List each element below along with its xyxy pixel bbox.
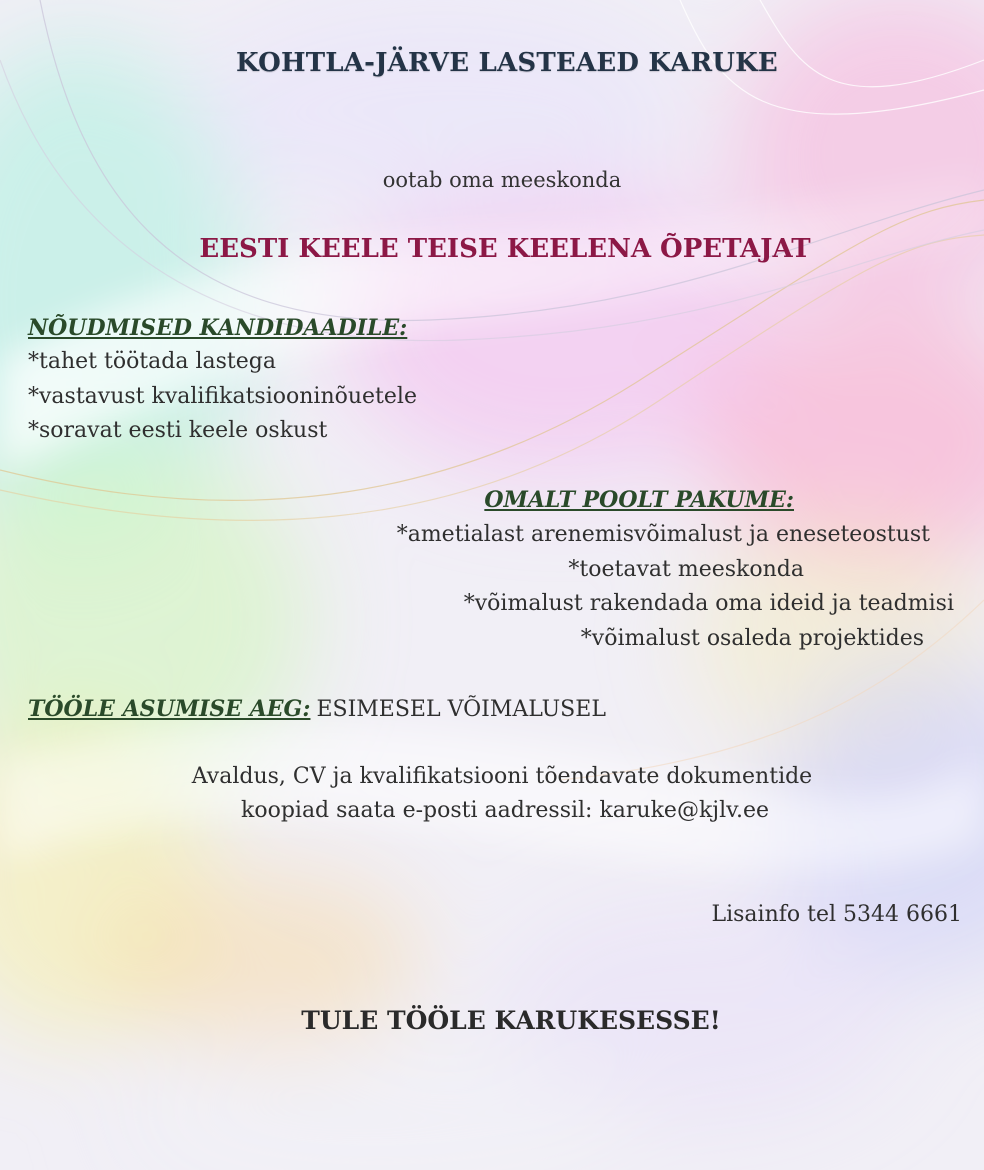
- application-text-line2: koopiad saata e-posti aadressil: karuke@kjlv.ee: [241, 798, 769, 823]
- offer-item: *võimalust osaleda projektides: [580, 626, 924, 651]
- application-text-line1: Avaldus, CV ja kvalifikatsiooni tõendavate dokumentide: [191, 764, 813, 789]
- requirement-item: *vastavust kvalifikatsiooninõuetele: [28, 384, 417, 409]
- intro-text: ootab oma meeskonda: [382, 168, 622, 192]
- contact-info: Lisainfo tel 5344 6661: [711, 902, 962, 927]
- start-date-value: ESIMESEL VÕIMALUSEL: [316, 697, 606, 722]
- requirements-heading: NÕUDMISED KANDIDAADILE:: [28, 315, 408, 341]
- requirement-item: *soravat eesti keele oskust: [28, 418, 328, 443]
- offer-item: *toetavat meeskonda: [568, 557, 804, 582]
- offer-item: *võimalust rakendada oma ideid ja teadmisi: [463, 591, 954, 616]
- offer-item: *ametialast arenemisvõimalust ja eneseteostust: [396, 522, 930, 547]
- position-title: EESTI KEELE TEISE KEELENA ÕPETAJAT: [199, 234, 811, 264]
- closing-slogan: TULE TÖÖLE KARUKESESSE!: [301, 1006, 721, 1035]
- start-date-label: TÖÖLE ASUMISE AEG:: [28, 696, 311, 722]
- requirement-item: *tahet töötada lastega: [28, 349, 276, 374]
- offer-heading: OMALT POOLT PAKUME:: [484, 487, 794, 513]
- poster-title: KOHTLA-JÄRVE LASTEAED KARUKE: [236, 48, 778, 78]
- start-date-line: [28, 696, 606, 722]
